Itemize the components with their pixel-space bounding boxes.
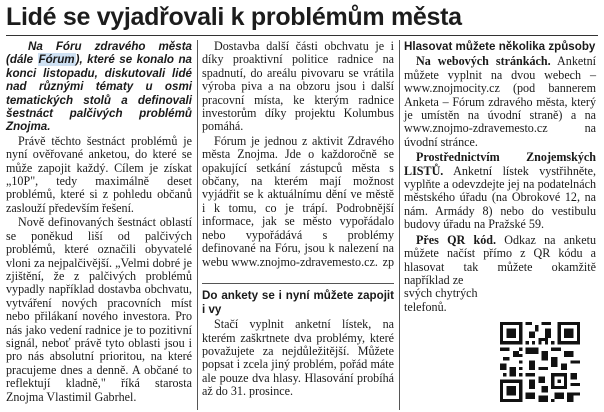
section-heading-zpusoby: Hlasovat můžete několika způsoby bbox=[404, 40, 596, 53]
section-heading-anketa: Do ankety se i nyní můžete zapojit i vy bbox=[202, 289, 394, 316]
column-1 bbox=[6, 40, 192, 404]
qr-text: Odkaz na anketu můžete načíst přímo z QR kódu a hlasovat tak můžete okamžitě například ze bbox=[404, 232, 597, 287]
web-text: Anketní můžete vyplnit na dvou webech – www.znojmocity.cz (pod bannerem Anketa – Fórum zdravého města, který je umístěn na úvodní straně) a na www.znojmo-zdravemesto.cz na úvodní stránce. bbox=[404, 54, 597, 149]
paragraph-anketa: Právě těchto šestnáct problémů je nyní ověřované anketou, do které se může zapojit každý. Cílem je získat „10P", tedy maximálně deset problémů, které si z pohledu občanů zaslouží především řešení. bbox=[6, 133, 192, 215]
qr-code-icon[interactable] bbox=[500, 322, 580, 402]
article-headline: Lidé se vyjadřovali k problémům města bbox=[6, 3, 462, 31]
paragraph-problems: Nově definovaných šestnáct oblastí se poněkud liší od palčivých problémů, které označili obyvatelé vloni za nejpalčivější. „Velmi dobré je zjištění, že z palčivých problémů vypadly například dostavba obchvatu, vytváření nových pracovních míst nebo přilákaní nového investora. Pro nás jako vedení radnice je to pozitivní signál, neboť právě tyto oblasti jsou i pro nás absolutní prioritou, na které pracujeme dnes a denně. A občané to reflektují kladně," říká starosta Znojma Vlastimil Gabrhel. bbox=[6, 215, 192, 404]
listy-title: Prostřednictvím Znojemských LISTŮ. bbox=[404, 150, 596, 178]
column-divider-1 bbox=[197, 40, 198, 410]
listy-text: Anketní lístek vystřihněte, vyplňte a odevzdejte jej na podatelnách městského úřadu (na Obrokové 12, na nám. Armády 8) nebo do vestibulu budovy úřadu na Pražské 59. bbox=[404, 163, 596, 232]
lead-text-start: Na Fóru zdravého města (dále bbox=[6, 40, 192, 67]
paragraph-obchvat: Dostavba další části obchvatu je i díky proaktivní politice radnice na spadnutí, do areálu pivovaru se vrátila výroba piva a na obzoru jsou i další pracovní místa, ke kterým radnice investorům díky projektu Kolumbus pomáhá. bbox=[202, 39, 394, 134]
paragraph-qr-end: svých chytrých telefonů. bbox=[404, 286, 478, 314]
paragraph-forum: Fórum je jednou z aktivit Zdravého města Znojma. Jde o každoročně se opakující setkání zástupců města s občany, na kterém mají možnost vyjádřit se k aktuálnímu dění ve městě i k tomu, co je trápí. Podrobnější informace, jak se město vypořádalo nebo vypořádává s problémy definované na Fóru, jsou k nalezení na webu www.znojmo-zdravemesto.cz. bbox=[202, 133, 394, 269]
headline-rule bbox=[6, 35, 598, 36]
column-2 bbox=[202, 40, 394, 399]
web-title: Na webových stránkách. bbox=[416, 54, 551, 69]
author-signature: zp bbox=[382, 254, 394, 269]
column-divider-2 bbox=[399, 40, 400, 410]
section-rule bbox=[202, 283, 394, 284]
lead-text-end: ), které se konalo na konci listopadu, diskutovali lidé nad různými tématy u osmi tematických stolů a definovali šestnáct palčivých problémů Znojma. bbox=[6, 53, 192, 134]
qr-title: Přes QR kód. bbox=[416, 232, 497, 247]
paragraph-listy bbox=[404, 151, 596, 231]
paragraph-qr bbox=[404, 234, 596, 288]
column-3 bbox=[404, 40, 596, 314]
lead-paragraph bbox=[6, 40, 192, 134]
paragraph-web bbox=[404, 55, 596, 149]
lead-highlight-forum: Fórum bbox=[38, 53, 75, 67]
paragraph-hlasovani: Stačí vyplnit anketní lístek, na kterém zaškrtnete dva problémy, které považujete za nejdůležitější. Můžete popsat i zcela jiný problém, pořád máte ale pouze dva hlasy. Hlasování probíhá až do 31. prosince. bbox=[202, 317, 394, 399]
